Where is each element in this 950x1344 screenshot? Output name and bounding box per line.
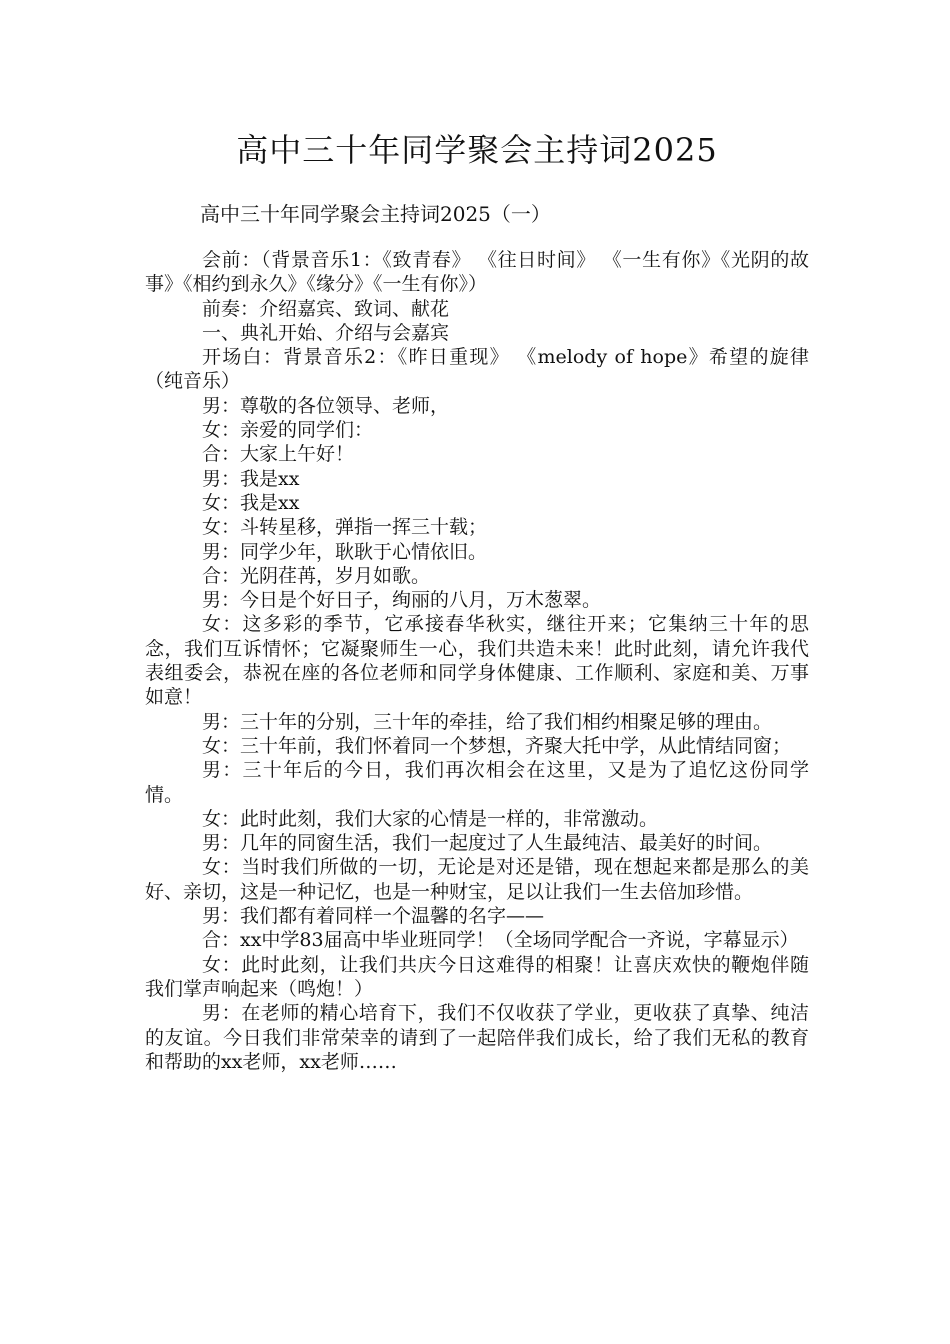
body-paragraph: 女：这多彩的季节，它承接春华秋实，继往开来；它集纳三十年的思念，我们互诉情怀；它凝聚师生一心，我们共造未来！此时此刻，请允许我代表组委会，恭祝在座的各位老师和同学身体健康、工作顺利、家庭和美、万事如意！ <box>145 613 809 709</box>
body-paragraph: 开场白：背景音乐2：《昨日重现》 《melody of hope》希望的旋律（纯音乐） <box>145 346 809 393</box>
body-paragraph: 女：当时我们所做的一切，无论是对还是错，现在想起来都是那么的美好、亲切，这是一种记忆，也是一种财宝，足以让我们一生去倍加珍惜。 <box>145 856 809 903</box>
body-paragraph: 女：我是xx <box>202 491 300 514</box>
body-paragraph: 合：大家上午好！ <box>202 443 355 466</box>
body-paragraph: 合：光阴荏苒，岁月如歌。 <box>202 564 431 587</box>
body-paragraph: 男：三十年的分别，三十年的牵挂，给了我们相约相聚足够的理由。 <box>202 710 773 733</box>
document-title: 高中三十年同学聚会主持词2025 <box>236 131 718 169</box>
section-subtitle: 高中三十年同学聚会主持词2025（一） <box>200 202 551 226</box>
document-page <box>145 120 809 1074</box>
body-paragraph: 男：同学少年，耿耿于心情依旧。 <box>202 540 488 563</box>
document-body <box>145 248 809 1074</box>
body-paragraph: 女：亲爱的同学们： <box>202 419 374 442</box>
body-paragraph: 合：xx中学83届高中毕业班同学！（全场同学配合一齐说，字幕显示） <box>202 929 799 952</box>
body-paragraph: 会前：（背景音乐1：《致青春》 《往日时间》 《一生有你》《光阴的故事》《相约到永久》《缘分》《一生有你》） <box>145 249 809 296</box>
body-paragraph: 男：我们都有着同样一个温馨的名字—— <box>202 905 545 928</box>
body-paragraph: 一、典礼开始、介绍与会嘉宾 <box>202 321 450 344</box>
body-paragraph: 女：斗转星移，弹指一挥三十载； <box>202 516 488 539</box>
body-paragraph: 男：几年的同窗生活，我们一起度过了人生最纯洁、最美好的时间。 <box>202 832 773 855</box>
body-paragraph: 男：我是xx <box>202 467 300 490</box>
body-paragraph: 男：三十年后的今日，我们再次相会在这里，又是为了追忆这份同学情。 <box>145 759 809 806</box>
body-paragraph: 男：今日是个好日子，绚丽的八月，万木葱翠。 <box>202 589 602 612</box>
body-paragraph: 男：在老师的精心培育下，我们不仅收获了学业，更收获了真挚、纯洁的友谊。今日我们非常荣幸的请到了一起陪伴我们成长，给了我们无私的教育和帮助的xx老师，xx老师…… <box>145 1002 809 1073</box>
body-paragraph: 前奏：介绍嘉宾、致词、献花 <box>202 297 450 320</box>
body-paragraph: 女：三十年前，我们怀着同一个梦想，齐聚大托中学，从此情结同窗； <box>202 734 792 757</box>
body-paragraph: 女：此时此刻，我们大家的心情是一样的，非常激动。 <box>202 807 659 830</box>
body-paragraph: 男：尊敬的各位领导、老师， <box>202 394 450 417</box>
body-paragraph: 女：此时此刻，让我们共庆今日这难得的相聚！让喜庆欢快的鞭炮伴随我们掌声响起来（鸣炮！） <box>145 953 809 1000</box>
